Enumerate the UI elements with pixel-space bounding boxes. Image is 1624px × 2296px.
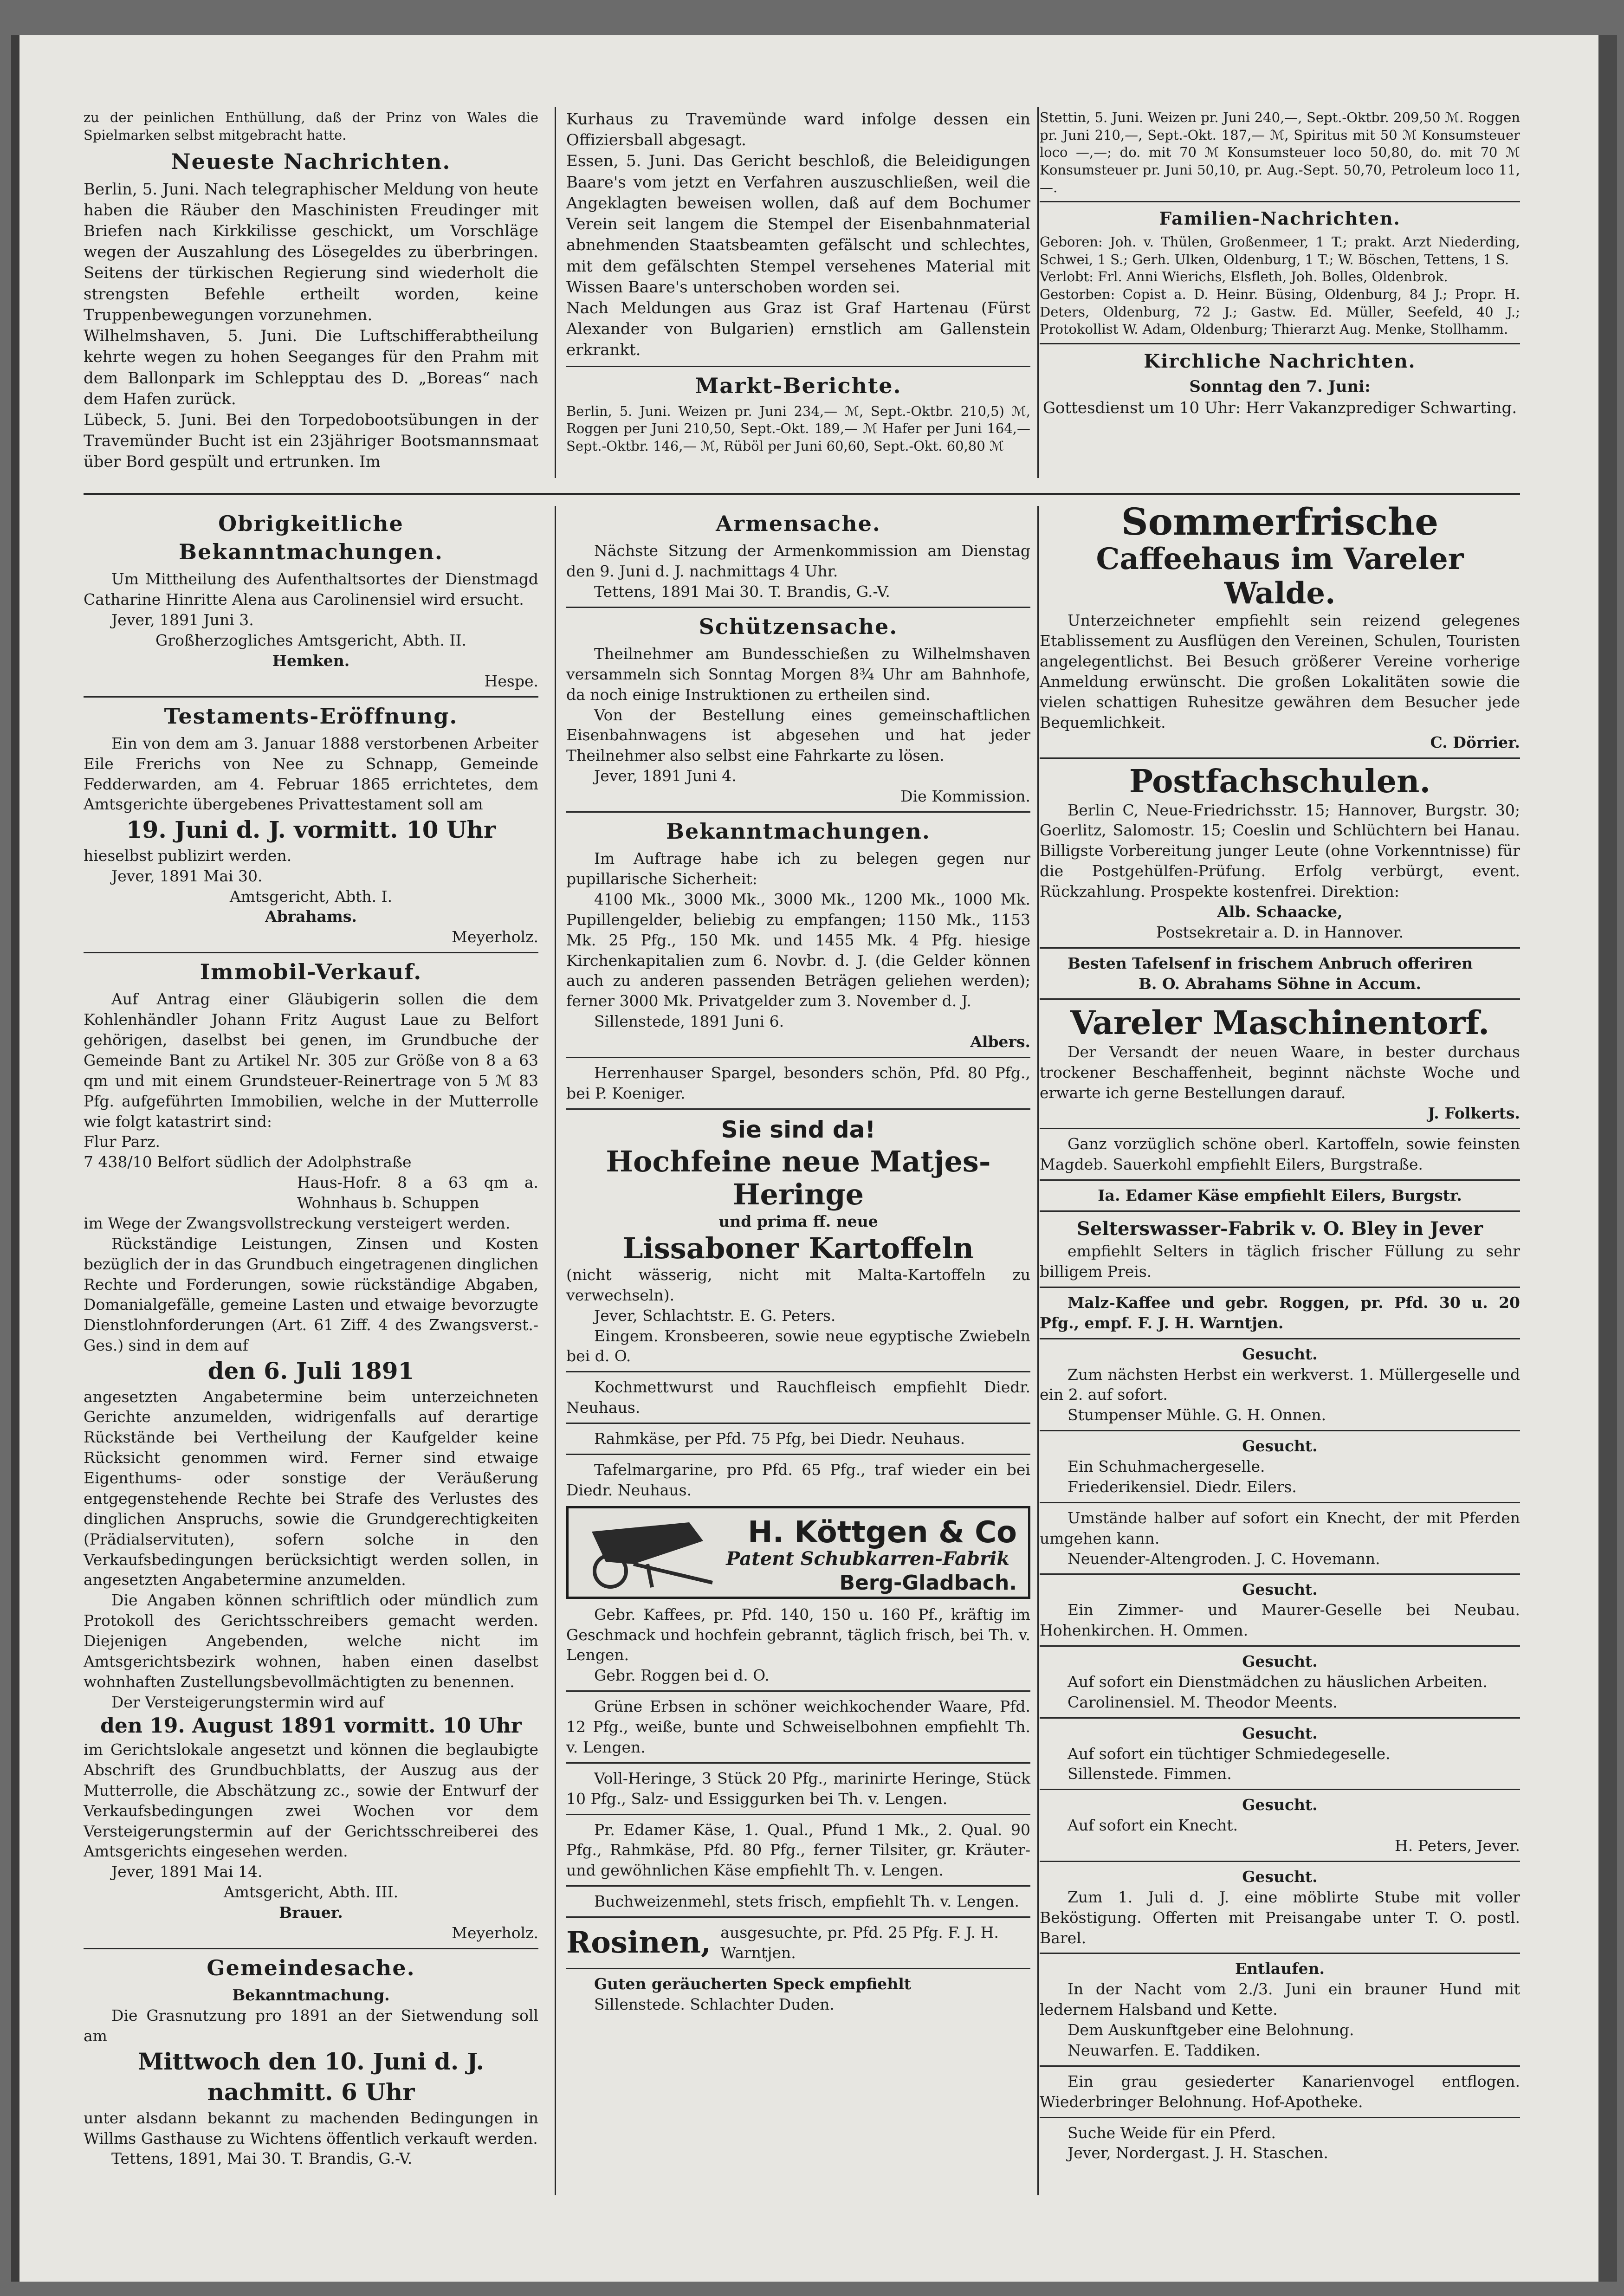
horizontal-rule xyxy=(84,493,1520,495)
advert: Ein grau gesiederter Kanarienvogel entflogen. Wiederbringer Belohnung. Hof-Apotheke. xyxy=(1040,2072,1520,2111)
advert: Gebr. Kaffees, pr. Pfd. 140, 150 u. 160 Pf., kräftig im Geschmack und hochfein gebrannt, täglich frisch, bei Th. v. Lengen. xyxy=(566,1605,1030,1664)
advert: Zum nächsten Herbst ein werkverst. 1. Müllergeselle und ein 2. auf sofort. xyxy=(1040,1365,1520,1404)
advert: Umstände halber auf sofort ein Knecht, der mit Pferden umgehen kann. xyxy=(1040,1508,1520,1547)
notice-text: im Gerichtslokale angesetzt und können die beglaubigte Abschrift des Grundbuchblatts, der Auszug aus der Mutterrolle, die Abschätzung zc., sowie der Entwurf der Verkaufsbedingungen zwei Wochen vor dem Versteigerungstermin auf der Gerichtsschreiberei des Amtsgerichts eingesehen werden. xyxy=(84,1740,538,1861)
advert: Kochmettwurst und Rauchfleisch empfiehlt Diedr. Neuhaus. xyxy=(566,1378,1030,1417)
church-service: Gottesdienst um 10 Uhr: Herr Vakanzprediger Schwarting. xyxy=(1042,398,1517,417)
notice-date: Tettens, 1891, Mai 30. T. Brandis, G.-V. xyxy=(111,2149,413,2168)
rule xyxy=(1040,201,1520,202)
column-3 xyxy=(1040,501,1520,2163)
advert: Malz-Kaffee und gebr. Roggen, pr. Pfd. 30 u. 20 Pfg., empf. F. J. H. Warntjen. xyxy=(1040,1293,1520,1332)
advert-signature: Sillenstede. Schlachter Duden. xyxy=(594,1995,835,2013)
advert: (nicht wässerig, nicht mit Malta-Kartoffeln zu verwechseln). xyxy=(566,1265,1030,1304)
notice-date: Sillenstede, 1891 Juni 6. xyxy=(594,1012,784,1031)
advert: Besten Tafelsenf in frischem Anbruch offeriren xyxy=(1068,954,1473,972)
rule xyxy=(1040,1645,1520,1647)
advert: Rahmkäse, per Pfd. 75 Pfg, bei Diedr. Neuhaus. xyxy=(594,1429,965,1448)
news-item: Berlin, 5. Juni. Nach telegraphischer Meldung von heute haben die Räuber den Maschinisten Freudinger mit Briefen nach Kirkkilisse geschickt, um Vorschläge wegen der Auszahlung des Lösegeldes zu überbringen. Seitens der türkischen Regierung sind wiederholt die strengsten Befehle ertheilt worden, keine Truppenbewegungen vorzunehmen. xyxy=(84,180,538,324)
advert: Ganz vorzüglich schöne oberl. Kartoffeln, sowie feinsten Magdeb. Sauerkohl empfiehlt Eilers, Burgstraße. xyxy=(1040,1135,1520,1174)
church-date: Sonntag den 7. Juni: xyxy=(1189,377,1371,396)
wanted-heading: Gesucht. xyxy=(1242,1867,1318,1886)
notice-text: Ein von dem am 3. Januar 1888 verstorbenen Arbeiter Eile Frerichs von Nee zu Schnapp, Gemeinde Fedderwarden, am 4. Februar 1865 errichtetes, dem Amtsgerichte übergebenes Privattestament soll am xyxy=(84,734,538,814)
rule xyxy=(566,1762,1030,1764)
advert-headline: Lissaboner Kartoffeln xyxy=(622,1231,974,1265)
rule xyxy=(1040,1502,1520,1503)
table-header: Flur Parz. xyxy=(84,1132,161,1151)
wanted-heading: Gesucht. xyxy=(1242,1652,1318,1671)
advert-signature: Stumpenser Mühle. G. H. Onnen. xyxy=(1068,1406,1326,1424)
top-column-3 xyxy=(1040,109,1520,419)
notice-text: Theilnehmer am Bundesschießen zu Wilhelmshaven versammeln sich Sonntag Morgen 8¾ Uhr am Bahnhofe, da noch einige Instruktionen zu ertheilen sind. xyxy=(566,644,1030,704)
column-rule xyxy=(1037,107,1039,478)
advert: Dem Auskunftgeber eine Belohnung. xyxy=(1068,2021,1354,2039)
rule xyxy=(84,1948,538,1949)
advert: Grüne Erbsen in schöner weichkochender Waare, Pfd. 12 Pfg., weiße, bunte und Schweiselbohnen empfiehlt Th. v. Lengen. xyxy=(566,1697,1030,1756)
signature: Albers. xyxy=(970,1033,1030,1051)
logo-subtitle: Patent Schubkarren-Fabrik xyxy=(726,1547,1009,1570)
section-heading: Immobil-Verkauf. xyxy=(200,959,422,985)
rule xyxy=(1040,1573,1520,1575)
advert: Pr. Edamer Käse, 1. Qual., Pfund 1 Mk., 2. Qual. 90 Pfg., Rahmkäse, Pfd. 80 Pfg., ferner Tilsiter, gr. Kräuter- und gewöhnlichen Käse empfiehlt Th. v. Lengen. xyxy=(566,1820,1030,1880)
news-item: Lübeck, 5. Juni. Bei den Torpedobootsübungen in der Travemünder Bucht ist ein 23jähriger Bootsmannsmaat über Bord gespült und ertrunken. Im xyxy=(84,410,538,472)
section-heading: Obrigkeitliche Bekanntmachungen. xyxy=(179,511,443,565)
wanted-heading: Gesucht. xyxy=(1242,1724,1318,1742)
rule xyxy=(1040,1717,1520,1719)
notice-text: Der Versteigerungstermin wird auf xyxy=(111,1693,384,1711)
advert: Ein Zimmer- und Maurer-Geselle bei Neubau. Hohenkirchen. H. Ommen. xyxy=(1040,1601,1520,1640)
section-heading: Testaments-Eröffnung. xyxy=(164,703,458,729)
table-row: 7 438/10 Belfort südlich der Adolphstraße xyxy=(84,1153,412,1171)
advert-signature: Carolinensiel. M. Theodor Meents. xyxy=(1068,1693,1338,1711)
family-notice: Geboren: Joh. v. Thülen, Großenmeer, 1 T.; prakt. Arzt Niederding, Schwei, 1 S.; Gerh. Ulken, Oldenburg, 1 T.; W. Böschen, Tettens, 1 S. xyxy=(1040,233,1520,267)
rule xyxy=(1040,1179,1520,1181)
advert-signature: Jever, Schlachtstr. E. G. Peters. xyxy=(594,1306,836,1325)
advert-headline: Rosinen, xyxy=(566,1925,712,1960)
notice-text: im Wege der Zwangsvollstreckung versteigert werden. xyxy=(84,1214,511,1232)
authority: Amtsgericht, Abth. I. xyxy=(229,887,393,905)
rule xyxy=(1040,998,1520,1000)
rule xyxy=(566,1371,1030,1372)
advert-headline: Vareler Maschinentorf. xyxy=(1070,1003,1490,1042)
notice-date: Tettens, 1891 Mai 30. T. Brandis, G.-V. xyxy=(594,582,890,601)
advert: Buchweizenmehl, stets frisch, empfiehlt Th. v. Lengen. xyxy=(594,1892,1020,1911)
column-rule xyxy=(1037,506,1039,2195)
advert: Berlin C, Neue-Friedrichsstr. 15; Hannover, Burgstr. 30; Goerlitz, Salomostr. 15; Coeslin und Schlüchtern bei Hanau. Billigste Vorbereitung junger Leute (ohne Vorkenntnisse) für die Postgehülfen-Prüfung. Erfolg verbürgt, event. Rückzahlung. Prospekte kostenfrei. Direktion: xyxy=(1040,801,1520,900)
section-heading: Gemeindesache. xyxy=(207,1955,415,1980)
wanted-heading: Gesucht. xyxy=(1242,1580,1318,1599)
date-highlight: 19. Juni d. J. vormitt. 10 Uhr xyxy=(126,816,496,844)
advert-signature: Postsekretair a. D. in Hannover. xyxy=(1156,923,1404,941)
advert-signature: B. O. Abrahams Söhne in Accum. xyxy=(1139,974,1421,993)
advert: Unterzeichneter empfiehlt sein reizend gelegenes Etablissement zu Ausflügen den Vereinen, Schulen, Touristen angelegentlichst. Bei Besuch größerer Vereine vorherige Anmeldung erwünscht. Die großen Lokalitäten sowie die vielen schattigen Ruhesitze gewähren dem Besucher jede Bequemlichkeit. xyxy=(1040,611,1520,731)
rule xyxy=(1040,1210,1520,1212)
rule xyxy=(1040,1287,1520,1288)
news-item: Nach Meldungen aus Graz ist Graf Hartenau (Fürst Alexander von Bulgarien) ernstlich am Gallenstein erkrankt. xyxy=(566,298,1030,360)
wanted-heading: Gesucht. xyxy=(1242,1345,1318,1363)
authority: Großherzogliches Amtsgericht, Abth. II. xyxy=(155,631,467,649)
koettgen-logo xyxy=(566,1506,1030,1599)
page-edge xyxy=(1598,35,1617,2282)
date-highlight: den 6. Juli 1891 xyxy=(207,1357,414,1385)
signature: Brauer. xyxy=(279,1903,343,1922)
signature: Hemken. xyxy=(272,651,350,670)
advert: Voll-Heringe, 3 Stück 20 Pfg., marinirte Heringe, Stück 10 Pfg., Salz- und Essiggurken bei Th. v. Lengen. xyxy=(566,1769,1030,1808)
advert: Der Versandt der neuen Waare, in bester durchaus trockener Beschaffenheit, beginnt nächste Woche und erwarte ich gerne Bestellungen darauf. xyxy=(1040,1042,1520,1102)
advert-signature: Alb. Schaacke, xyxy=(1217,902,1343,921)
logo-town: Berg-Gladbach. xyxy=(839,1571,1017,1595)
column-2 xyxy=(566,506,1030,2015)
table-row: Haus-Hofr. 8 a 63 qm a. Wohnhaus b. Schuppen xyxy=(297,1173,538,1212)
notice-text: Die Grasnutzung pro 1891 an der Sietwendung soll am xyxy=(84,2006,538,2045)
notice-text: angesetzten Angabetermine beim unterzeichneten Gerichte anzumelden, widrigenfalls auf derartige Rückstände bei Vertheilung der Kaufgelder keine Rücksicht genommen wird. Ferner sind etwaige Eigenthums- oder sonstige der Veräußerung entgegenstehende Rechte bei Strafe des Verlustes des dinglichen Anspruchs, sowie die Grundgerechtigkeiten (Prädialservituten), sofern solche in den Verkaufsbedingungen berücksichtigt werden sollen, in angesetzten Angabetermine anzumelden. xyxy=(84,1387,538,1589)
advert-subline: und prima ff. neue xyxy=(718,1212,878,1230)
rule xyxy=(566,1108,1030,1110)
rule xyxy=(566,1690,1030,1692)
rule xyxy=(566,366,1030,367)
notice-date: Jever, 1891 Juni 3. xyxy=(111,611,254,629)
signature: Die Kommission. xyxy=(900,787,1030,806)
authority: Amtsgericht, Abth. III. xyxy=(223,1883,399,1901)
notice-date: Jever, 1891 Juni 4. xyxy=(594,767,737,785)
advert: empfiehlt Selters in täglich frischer Füllung zu sehr billigem Preis. xyxy=(1040,1242,1520,1281)
rule xyxy=(84,952,538,953)
advert: Auf sofort ein tüchtiger Schmiedegeselle. xyxy=(1068,1744,1391,1763)
advert-headline: Selterswasser-Fabrik v. O. Bley in Jever xyxy=(1077,1218,1483,1240)
notice-text: Von der Bestellung eines gemeinschaftlichen Eisenbahnwagens ist abgesehen und hat jeder Theilnehmer also selbst eine Fahrkarte zu lösen. xyxy=(566,705,1030,765)
advert: Auf sofort ein Knecht. xyxy=(1068,1816,1238,1835)
rule xyxy=(1040,1128,1520,1129)
notice-date: Jever, 1891 Mai 30. xyxy=(111,867,263,885)
section-heading: Familien-Nachrichten. xyxy=(1159,208,1401,229)
rule xyxy=(566,1916,1030,1918)
advert: Zum 1. Juli d. J. eine möblirte Stube mit voller Beköstigung. Offerten mit Preisangabe unter T. O. postl. Barel. xyxy=(1040,1888,1520,1947)
signature: Meyerholz. xyxy=(452,928,538,946)
advert: Suche Weide für ein Pferd. xyxy=(1068,2123,1276,2142)
column-rule xyxy=(555,506,556,2195)
text-fragment: zu der peinlichen Enthüllung, daß der Prinz von Wales die Spielmarken selbst mitgebracht hatte. xyxy=(84,110,538,143)
notice-text: hieselbst publizirt werden. xyxy=(84,846,292,865)
notice-text: Um Mittheilung des Aufenthaltsortes der Dienstmagd Catharine Hinritte Alena aus Carolinensiel wird ersucht. xyxy=(84,570,538,609)
section-heading: Kirchliche Nachrichten. xyxy=(1144,350,1416,373)
rule xyxy=(1040,757,1520,759)
column-rule xyxy=(555,107,556,478)
rule xyxy=(1040,2117,1520,2118)
advert: Ia. Edamer Käse empfiehlt Eilers, Burgstr. xyxy=(1098,1186,1462,1205)
wanted-heading: Gesucht. xyxy=(1242,1796,1318,1814)
signature: Meyerholz. xyxy=(452,1923,538,1942)
rule xyxy=(566,1814,1030,1815)
rule xyxy=(1040,1953,1520,1954)
advert-headline: Postfachschulen. xyxy=(1129,763,1431,801)
family-notice: Verlobt: Frl. Anni Wierichs, Elsfleth, Joh. Bolles, Oldenbrok. xyxy=(1040,269,1448,285)
rule xyxy=(566,1057,1030,1058)
advert-signature: J. Folkerts. xyxy=(1428,1104,1520,1122)
notice-text: Rückständige Leistungen, Zinsen und Kosten bezüglich der in das Grundbuch eingetragenen dinglichen Rechte und Forderungen, sowie rückständige Abgaben, Domanialgefälle, gemeine Lasten und etwaige bevorzugte Dienstlohnforderungen (Art. 61 Ziff. 4 des Zwangsverst.-Ges.) sind in dem auf xyxy=(84,1234,538,1355)
rule xyxy=(566,811,1030,813)
advert: Eingem. Kronsbeeren, sowie neue egyptische Zwiebeln bei d. O. xyxy=(566,1326,1030,1365)
advert: Auf sofort ein Dienstmädchen zu häuslichen Arbeiten. xyxy=(1068,1672,1488,1691)
date-highlight: Mittwoch den 10. Juni d. J. xyxy=(138,2047,484,2075)
advert: ausgesuchte, pr. Pfd. 25 Pfg. F. J. H. Warntjen. xyxy=(720,1923,999,1962)
notice-text: unter alsdann bekannt zu machenden Bedingungen in Willms Gasthause zu Wichtens öffentlich verkauft werden. xyxy=(84,2108,538,2147)
notice-text: Im Auftrage habe ich zu belegen gegen nur pupillarische Sicherheit: xyxy=(566,849,1030,888)
advert-headline: Hochfeine neue Matjes-Heringe xyxy=(606,1145,991,1212)
section-heading: Armensache. xyxy=(716,511,881,536)
advert: Guten geräucherten Speck empfiehlt xyxy=(594,1974,912,1993)
wheelbarrow-icon xyxy=(578,1513,717,1592)
advert: Gebr. Roggen bei d. O. xyxy=(594,1666,770,1685)
rule xyxy=(566,1968,1030,1969)
notice-date: Jever, 1891 Mai 14. xyxy=(111,1863,263,1881)
notice-text: 4100 Mk., 3000 Mk., 3000 Mk., 1200 Mk., 1000 Mk. Pupillengelder, beliebig zu empfangen; 1150 Mk., 1153 Mk. 25 Pfg., 150 Mk. und 1455 Mk. 4 Pfg. hiesige Kirchenkapitalien zum 6. Novbr. d. J. (die Gelder können auch zu anderen passenden Beträgen geliehen werden); ferner 3000 Mk. Privatgelder zum 3. November d. J. xyxy=(566,890,1030,1010)
family-notice: Gestorben: Copist a. D. Heinr. Büsing, Oldenburg, 84 J.; Propr. H. Deters, Oldenburg, 72 J.; Gastw. Ed. Müller, Seefeld, 40 J.; Protokollist W. Adam, Oldenburg; Thierarzt Aug. Menke, Stollhamm. xyxy=(1040,286,1520,337)
rule xyxy=(566,1423,1030,1424)
rule xyxy=(1040,1861,1520,1862)
advert-signature: Neuender-Altengroden. J. C. Hovemann. xyxy=(1068,1549,1380,1568)
market-report: Berlin, 5. Juni. Weizen pr. Juni 234,— ℳ, Sept.-Oktbr. 210,5) ℳ, Roggen per Juni 210,50, Sept.-Okt. 189,— ℳ Hafer per Juni 164,— Sept.-Oktbr. 146,— ℳ, Rüböl per Juni 60,60, Sept.-Okt. 60,80 ℳ xyxy=(566,403,1030,454)
market-report: Stettin, 5. Juni. Weizen pr. Juni 240,—, Sept.-Oktbr. 209,50 ℳ. Roggen pr. Juni 210,—, Sept.-Okt. 187,— ℳ, Spiritus mit 50 ℳ Konsumsteuer loco —,—; do. mit 70 ℳ Konsumsteuer loco 50,80, do. mit 70 ℳ Konsumsteuer pr. Juni 50,10, pr. Aug.-Sept. 50,70, Petroleum loco 11,—. xyxy=(1040,110,1520,195)
section-heading: Markt-Berichte. xyxy=(695,373,902,398)
section-heading: Schützensache. xyxy=(699,614,898,639)
advert-headline: Sommerfrische xyxy=(1121,500,1439,543)
advert-signature: Neuwarfen. E. Taddiken. xyxy=(1068,2041,1261,2059)
advert: In der Nacht vom 2./3. Juni ein brauner Hund mit ledernem Halsband und Kette. xyxy=(1040,1980,1520,2019)
rule xyxy=(566,1454,1030,1455)
rule xyxy=(566,607,1030,608)
advert-signature: Friederikensiel. Diedr. Eilers. xyxy=(1068,1477,1297,1496)
rule xyxy=(1040,947,1520,949)
advert-headline: Sie sind da! xyxy=(721,1116,876,1143)
lost-heading: Entlaufen. xyxy=(1235,1960,1325,1978)
news-item: Kurhaus zu Travemünde ward infolge dessen ein Offiziersball abgesagt. xyxy=(566,110,1030,150)
date-highlight: den 19. August 1891 vormitt. 10 Uhr xyxy=(100,1714,522,1738)
rule xyxy=(1040,343,1520,344)
advert: Tafelmargarine, pro Pfd. 65 Pfg., traf wieder ein bei Diedr. Neuhaus. xyxy=(566,1460,1030,1499)
news-item: Essen, 5. Juni. Das Gericht beschloß, die Beleidigungen Baare's vom jetzt en Verfahren auszuschließen, weil die Angeklagten beweisen wollen, daß auf dem Bochumer Verein seit langem die Stempel der Eisenbahnmaterial abnehmenden Staatsbeamten gefälscht und schlechtes, mit dem gefälschten Stempel versehenes Material mit Wissen Baare's unterschoben worden sei. xyxy=(566,152,1030,297)
advert-signature: Sillenstede. Fimmen. xyxy=(1068,1765,1232,1783)
rule xyxy=(1040,1430,1520,1431)
rule xyxy=(1040,1338,1520,1339)
advert-signature: Jever, Nordergast. J. H. Staschen. xyxy=(1068,2144,1328,2162)
rule xyxy=(1040,2065,1520,2067)
rule xyxy=(566,1885,1030,1887)
rule xyxy=(1040,1789,1520,1790)
news-item: Wilhelmshaven, 5. Juni. Die Luftschifferabtheilung kehrte wegen zu hohen Seeganges für den Prahm mit dem Ballonpark im Schlepptau des D. „Boreas“ nach dem Hafen zurück. xyxy=(84,327,538,408)
signature: Abrahams. xyxy=(265,907,357,926)
advert-headline: Caffeehaus im Vareler Walde. xyxy=(1096,542,1464,611)
top-column-2 xyxy=(566,109,1030,455)
top-column-1 xyxy=(84,109,538,473)
section-heading: Neueste Nachrichten. xyxy=(171,149,451,175)
advert: Herrenhauser Spargel, besonders schön, Pfd. 80 Pfg., bei P. Koeniger. xyxy=(566,1063,1030,1102)
notice-text: Nächste Sitzung der Armenkommission am Dienstag den 9. Juni d. J. nachmittags 4 Uhr. xyxy=(566,542,1030,581)
column-1 xyxy=(84,506,538,2169)
signature: Hespe. xyxy=(484,672,538,690)
rule xyxy=(84,696,538,698)
advert-signature: H. Peters, Jever. xyxy=(1394,1837,1520,1855)
logo-company: H. Köttgen & Co xyxy=(748,1515,1017,1550)
subheading: Bekanntmachung. xyxy=(232,1986,390,2004)
advert-signature: C. Dörrier. xyxy=(1430,733,1520,752)
notice-text: Die Angaben können schriftlich oder mündlich zum Protokoll des Gerichtsschreibers gemacht werden. Diejenigen Angebenden, welche nicht im Amtsgerichtsbezirk wohnen, haben einen daselbst wohnhaften Zustellungsbevollmächtigten zu benennen. xyxy=(84,1591,538,1691)
advert: Ein Schuhmachergeselle. xyxy=(1068,1457,1265,1476)
section-heading: Bekanntmachungen. xyxy=(666,818,931,844)
notice-text: Auf Antrag einer Gläubigerin sollen die dem Kohlenhändler Johann Fritz August Laue zu Belfort gehörigen, daselbst bei genen, im Grundbuche der Gemeinde Bant zu Artikel Nr. 305 zur Größe von 8 a 63 qm und mit einem Grundsteuer-Reinertrage von 5 ℳ 83 Pfg. aufgeführten Immobilien, welche in der Mutterrolle wie folgt katastrirt sind: xyxy=(84,990,538,1131)
time-highlight: nachmitt. 6 Uhr xyxy=(207,2078,415,2106)
wanted-heading: Gesucht. xyxy=(1242,1437,1318,1455)
